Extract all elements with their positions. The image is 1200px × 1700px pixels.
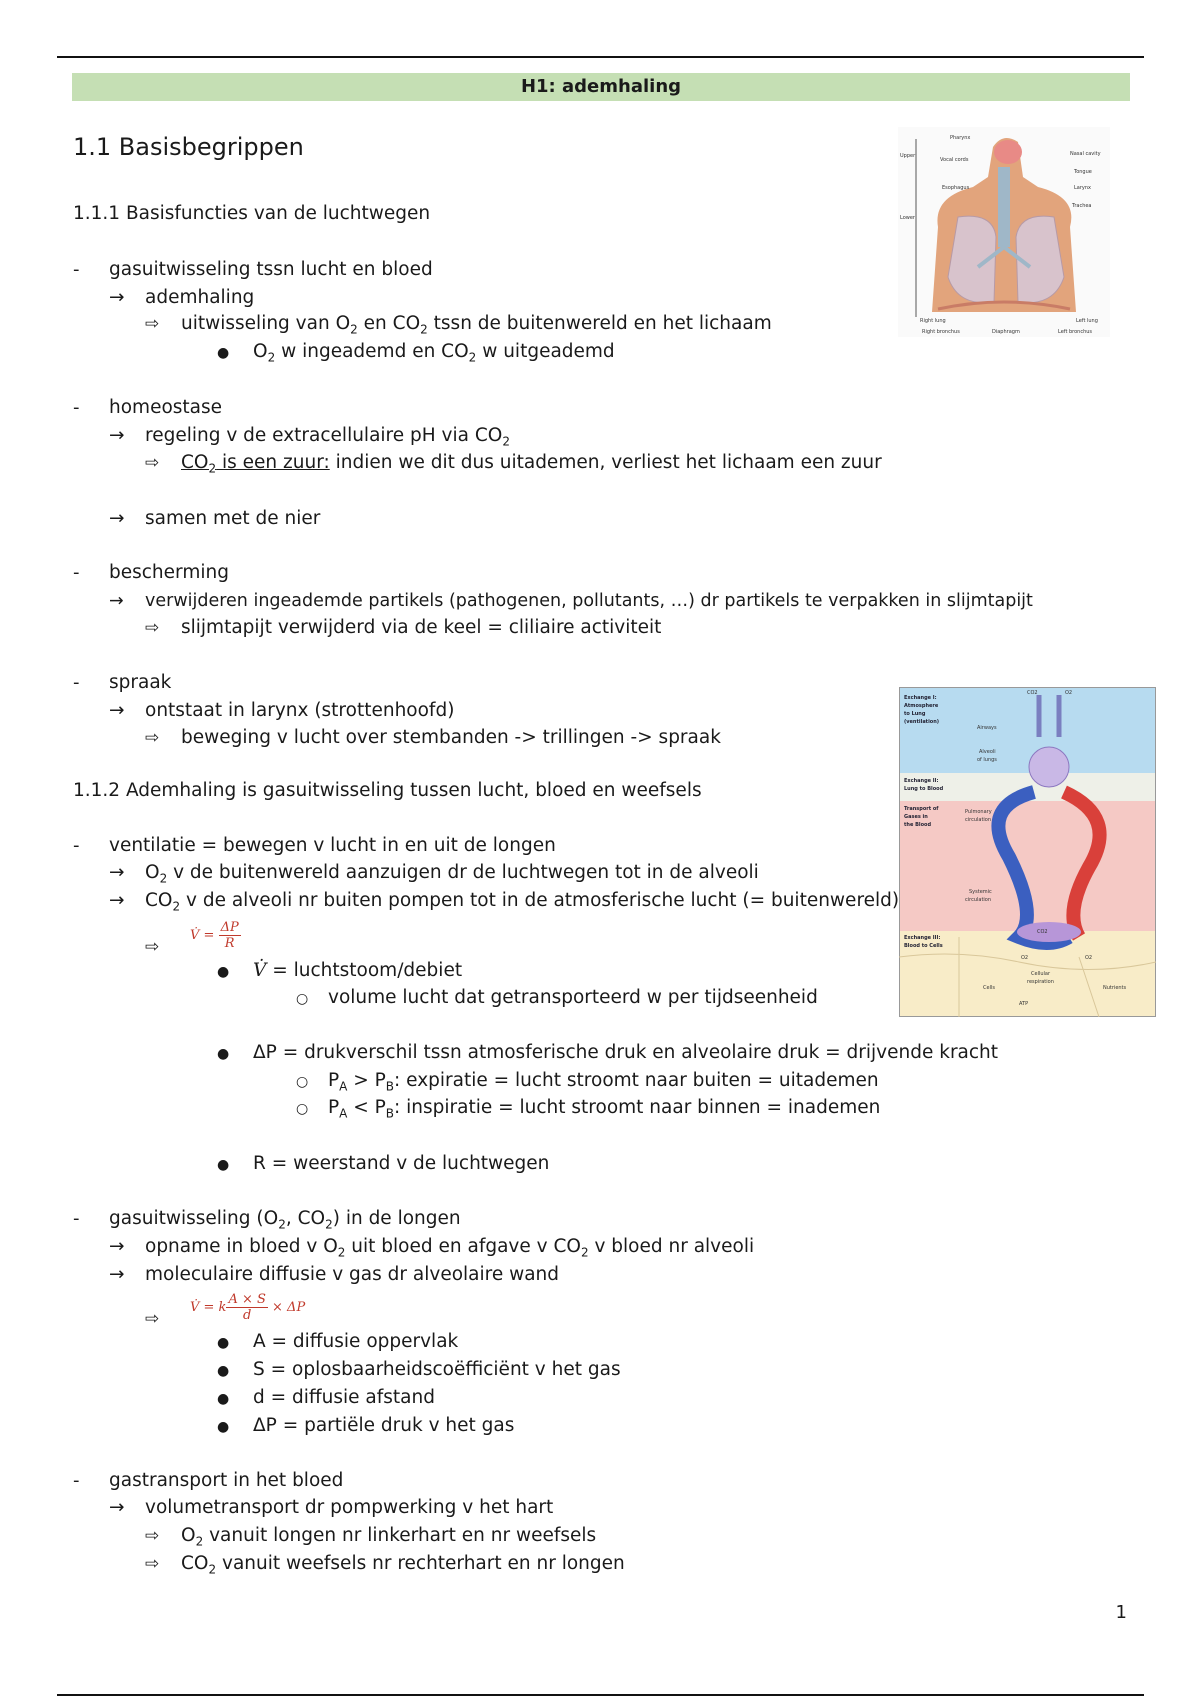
bullet-item: ● d = diffusie afstand — [217, 1387, 435, 1408]
arrow-icon: → — [109, 1236, 125, 1257]
svg-text:Exchange I: Atmosphere: Exchange I: Atmosphere to Lung (ventilation) Exchange II: Lung to Blood Transport of Gases in the Blood Exchange III: Blood to Cells — [904, 695, 944, 949]
chevron-icon: ⇨ — [145, 728, 160, 748]
chevron-icon: ⇨ — [145, 1309, 160, 1329]
svg-text:Airways Alveoli of lun: Airways Alveoli of lungs Pulmonary circulation Systemic circulation Cells Cellular respiration Nutrients ATP CO2 O2 CO2 O2 O2 — [965, 690, 1127, 1007]
sub-bullet-item: ○ $P_A > P_B$: expiratie = lucht stroomt naar buiten = uitademen — [296, 1070, 879, 1094]
bullet-icon: ● — [217, 1363, 230, 1379]
circle-bullet-icon: ○ — [296, 991, 309, 1007]
bullet-icon: ● — [217, 1157, 230, 1173]
arrow-icon: → — [109, 1497, 125, 1518]
chapter-title: H1: ademhaling — [72, 73, 1130, 101]
chevron-icon: ⇨ — [145, 937, 160, 957]
list-item: bescherming — [109, 562, 229, 583]
arrow-icon: → — [109, 591, 124, 611]
list-item: homeostase — [109, 397, 223, 418]
chevron-item: ⇨ $O_2$ vanuit longen nr linkerhart en nr weefsels — [145, 1525, 597, 1549]
flow-formula: V̇ = $\frac{\Delta P}{R}$ — [190, 920, 239, 951]
arrow-icon: → — [109, 425, 125, 446]
bullet-icon: ● — [217, 1419, 230, 1435]
subsection-title-1-1-2: 1.1.2 Ademhaling is gasuitwisseling tussen lucht, bloed en weefsels — [73, 780, 702, 801]
chevron-item: ⇨ $CO_2$ is een zuur: indien we dit dus uitademen, verliest het lichaam een zuur — [145, 452, 882, 476]
sub-bullet-item: ○ $P_A < P_B$: inspiratie = lucht stroomt naar binnen = inademen — [296, 1097, 881, 1121]
arrow-item: → ademhaling — [109, 287, 255, 308]
bullet-item: ● $O_2$ w ingeademd en $CO_2$ w uitgeademd — [217, 341, 615, 365]
bullet-item: ● A = diffusie oppervlak — [217, 1331, 459, 1352]
bullet-item: ● ΔP = partiële druk v het gas — [217, 1415, 515, 1436]
list-item: gasuitwisseling tssn lucht en bloed — [109, 259, 433, 280]
chevron-item: ⇨ beweging v lucht over stembanden -> trillingen -> spraak — [145, 727, 721, 748]
arrow-item: → $CO_2$ v de alveoli nr buiten pompen tot in de atmosferische lucht (= buitenwereld) — [109, 890, 900, 914]
list-dash: - — [73, 259, 80, 280]
arrow-item: → verwijderen ingeademde partikels (pathogenen, pollutants, …) dr partikels te verpakken in slijmtapijt — [109, 591, 1033, 611]
list-item: gastransport in het bloed — [109, 1470, 344, 1491]
bullet-item: ● V̇ = luchtstoom/debiet — [217, 960, 463, 981]
bullet-icon: ● — [217, 345, 230, 361]
arrow-item: → samen met de nier — [109, 508, 321, 529]
arrow-item: → moleculaire diffusie v gas dr alveolaire wand — [109, 1264, 560, 1285]
bullet-icon: ● — [217, 964, 230, 980]
chevron-icon: ⇨ — [145, 618, 160, 638]
list-item: ventilatie = bewegen v lucht in en uit de longen — [109, 835, 556, 856]
arrow-item: → $O_2$ v de buitenwereld aanzuigen dr de luchtwegen tot in de alveoli — [109, 862, 759, 886]
arrow-icon: → — [109, 700, 125, 721]
arrow-item: → ontstaat in larynx (strottenhoofd) — [109, 700, 455, 721]
list-dash: - — [73, 1470, 80, 1491]
list-dash: - — [73, 562, 80, 583]
list-item: spraak — [109, 672, 172, 693]
bullet-icon: ● — [217, 1046, 230, 1062]
arrow-item: → regeling v de extracellulaire pH via $CO_2$ — [109, 425, 510, 449]
bullet-item: ● ΔP = drukverschil tssn atmosferische druk en alveolaire druk = drijvende kracht — [217, 1042, 999, 1063]
chevron-icon: ⇨ — [145, 314, 160, 334]
arrow-icon: → — [109, 890, 125, 911]
arrow-icon: → — [109, 287, 125, 308]
bullet-item: ● R = weerstand v de luchtwegen — [217, 1153, 550, 1174]
chevron-item: ⇨ uitwisseling van $O_2$ en $CO_2$ tssn de buitenwereld en het lichaam — [145, 313, 772, 337]
page-number: 1 — [1115, 1602, 1127, 1623]
chevron-icon: ⇨ — [145, 1526, 160, 1546]
bullet-icon: ● — [217, 1335, 230, 1351]
arrow-icon: → — [109, 862, 125, 883]
sub-bullet-item: ○ volume lucht dat getransporteerd w per tijdseenheid — [296, 987, 818, 1008]
chevron-item: ⇨ $CO_2$ vanuit weefsels nr rechterhart en nr longen — [145, 1553, 625, 1577]
arrow-icon: → — [109, 1264, 125, 1285]
gas-exchange-figure — [899, 687, 1156, 1017]
chevron-icon: ⇨ — [145, 453, 160, 473]
top-rule — [57, 56, 1144, 58]
bottom-rule — [57, 1694, 1144, 1696]
arrow-item: → opname in bloed v $O_2$ uit bloed en afgave v $CO_2$ v bloed nr alveoli — [109, 1236, 755, 1260]
subsection-title-1-1-1: 1.1.1 Basisfuncties van de luchtwegen — [73, 203, 431, 224]
respiratory-system-figure — [898, 127, 1110, 337]
arrow-item: → volumetransport dr pompwerking v het hart — [109, 1497, 554, 1518]
circle-bullet-icon: ○ — [296, 1101, 309, 1117]
chevron-item: ⇨ slijmtapijt verwijderd via de keel = cliliaire activiteit — [145, 617, 662, 638]
arrow-icon: → — [109, 508, 125, 529]
list-dash: - — [73, 397, 80, 418]
section-title: 1.1 Basisbegrippen — [73, 133, 304, 161]
list-dash: - — [73, 1208, 80, 1229]
svg-text:Pharynx Vocal cords Es: Pharynx Vocal cords Esophagus Nasal cavity Tongue Larynx Trachea Upper Lower Right lung Left lung Right bronchus Diaphragm Left bronchus — [900, 135, 1101, 335]
bullet-item: ● S = oplosbaarheidscoëfficiënt v het gas — [217, 1359, 621, 1380]
chevron-icon: ⇨ — [145, 1554, 160, 1574]
list-dash: - — [73, 835, 80, 856]
circle-bullet-icon: ○ — [296, 1074, 309, 1090]
list-dash: - — [73, 672, 80, 693]
diffusion-formula: V̇ = k $\frac{A \times S}{d}$ × ΔP — [190, 1292, 306, 1323]
list-item: gasuitwisseling ($O_2$, $CO_2$) in de longen — [109, 1208, 461, 1232]
bullet-icon: ● — [217, 1391, 230, 1407]
